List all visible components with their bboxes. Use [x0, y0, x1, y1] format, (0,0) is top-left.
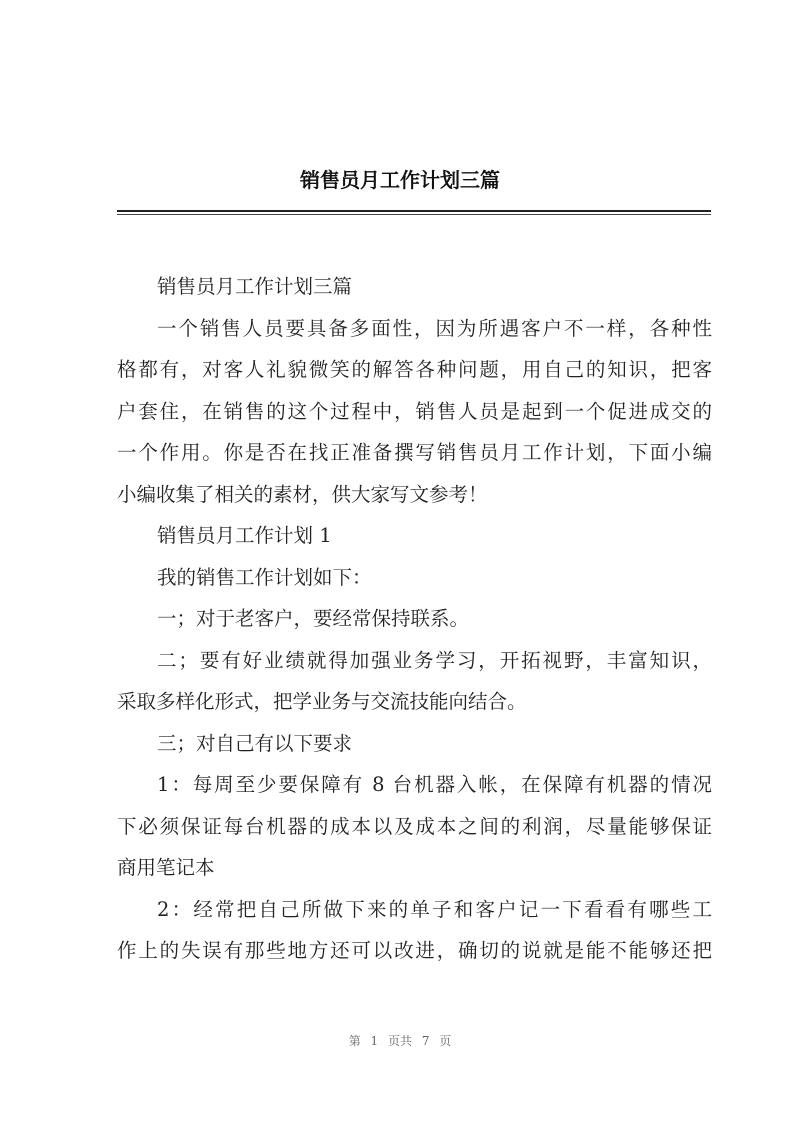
text-line: 商用笔记本 [117, 856, 215, 879]
document-body [117, 266, 712, 972]
text-line: 销售员月工作计划三篇 [157, 275, 353, 298]
text-line: 下必须保证每台机器的成本以及成本之间的利润，尽量能够保证 [117, 814, 712, 838]
text-line: 我的销售工作计划如下： [157, 565, 372, 589]
text-line: 一；对于老客户，要经常保持联系。 [157, 607, 470, 630]
text-line: 一个销售人员要具备多面性，因为所遇客户不一样，各种性 [157, 316, 712, 340]
text-line: 小编收集了相关的素材，供大家写文参考！ [117, 482, 488, 506]
title-divider-thin [117, 214, 711, 215]
page-footer: 第 1 页共 7 页 [348, 1034, 452, 1048]
text-line: 作上的失误有那些地方还可以改进，确切的说就是能不能够还把 [117, 939, 712, 962]
text-line: 一个作用。你是否在找正准备撰写销售员月工作计划，下面小编 [117, 441, 712, 464]
text-line: 销售员月工作计划 1 [157, 524, 332, 547]
text-line: 三；对自己有以下要求 [157, 731, 353, 755]
text-line: 格都有，对客人礼貌微笑的解答各种问题，用自己的知识，把客 [117, 358, 712, 381]
text-line: 户套住，在销售的这个过程中，销售人员是起到一个促进成交的 [117, 399, 712, 423]
title-divider-thick [117, 210, 711, 212]
text-line: 采取多样化形式，把学业务与交流技能向结合。 [117, 690, 527, 713]
text-line: 二；要有好业绩就得加强业务学习，开拓视野，丰富知识， [157, 648, 712, 672]
document-title: 销售员月工作计划三篇 [300, 168, 500, 192]
text-line: 2：经常把自己所做下来的单子和客户记一下看看有哪些工 [157, 897, 712, 921]
text-line: 1：每周至少要保障有 8 台机器入帐，在保障有机器的情况 [157, 773, 712, 796]
